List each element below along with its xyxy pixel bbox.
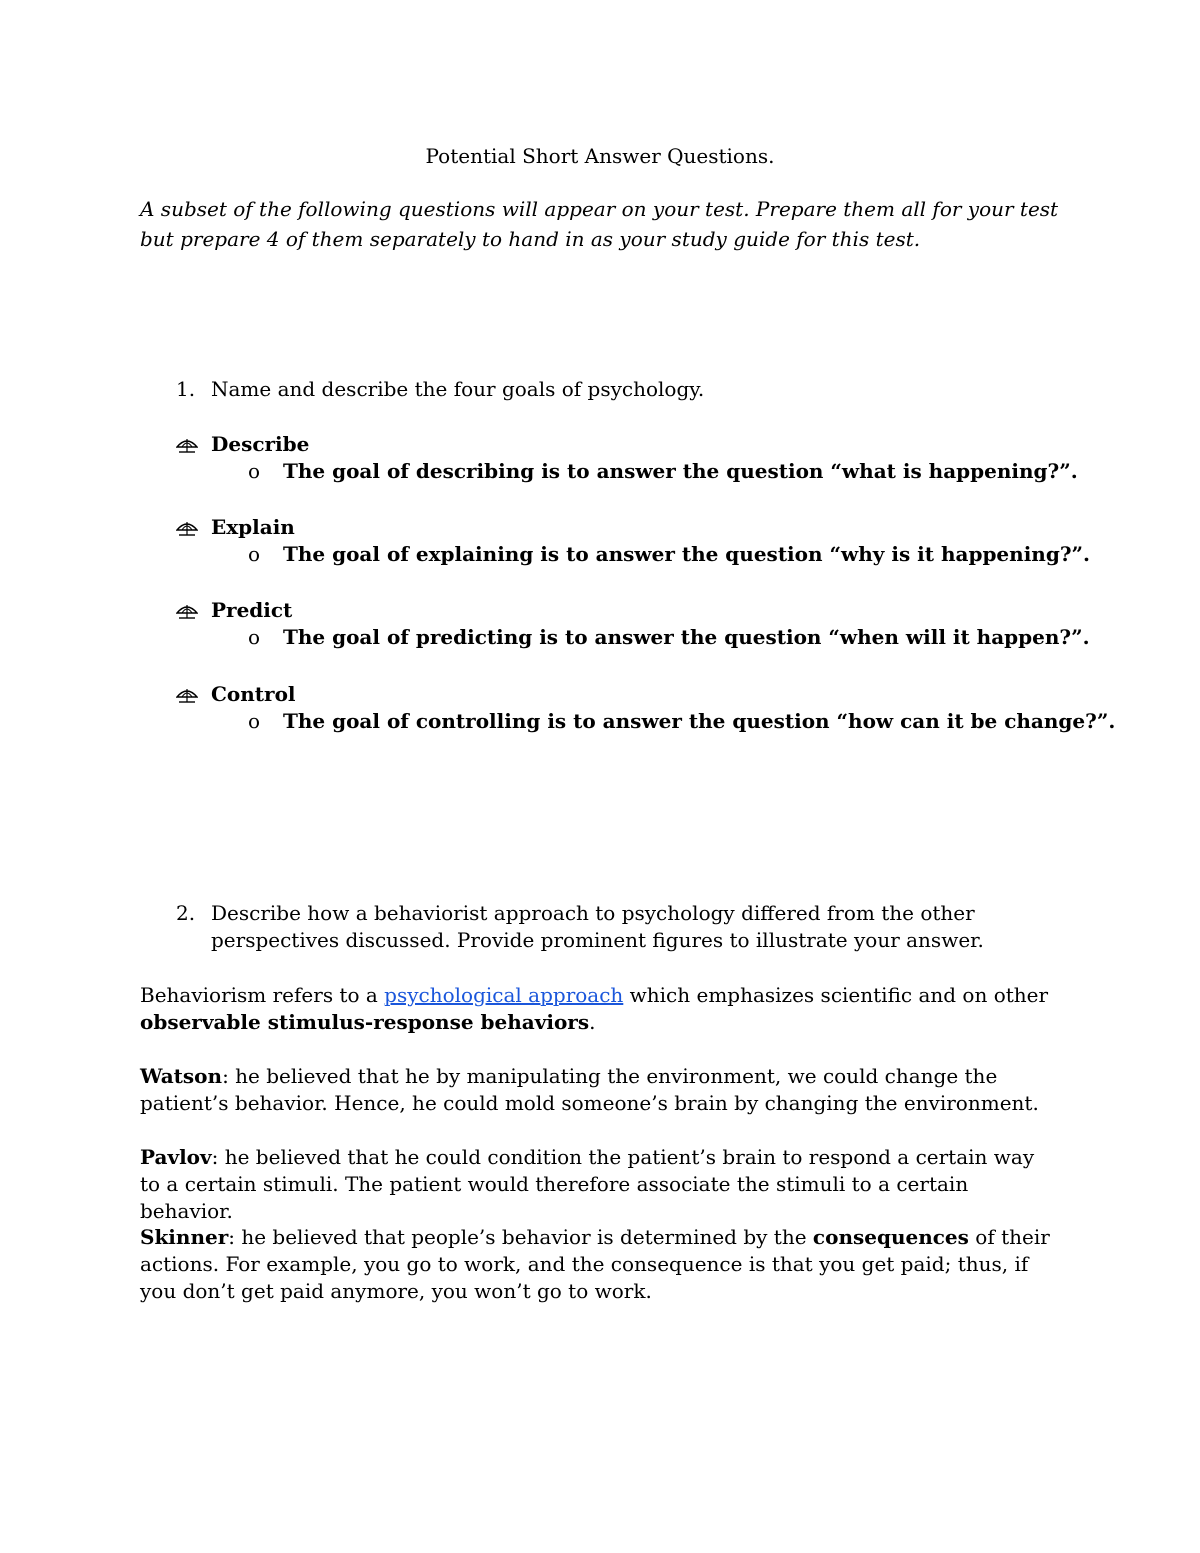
goal-description-text: The goal of controlling is to answer the question “how can it be change?”. — [283, 709, 1116, 733]
goal-label: Predict — [211, 598, 293, 622]
sub-bullet-marker: o — [248, 542, 261, 566]
behaviorism-text-end: . — [589, 1010, 596, 1034]
skinner-bold-term: consequences — [812, 1225, 969, 1249]
behaviorism-bold-term: observable stimulus-response behaviors — [140, 1010, 590, 1034]
behaviorism-text-middle: which emphasizes scientific and on other — [623, 983, 1049, 1007]
question-1-number: 1. — [176, 377, 196, 401]
watson-paragraph — [140, 1063, 1060, 1117]
goal-description-text: The goal of describing is to answer the question “what is happening?”. — [283, 459, 1078, 483]
skinner-paragraph — [140, 1224, 1060, 1305]
question-2-text: Describe how a behaviorist approach to psychology differed from the other perspectives discussed. Provide prominent figures to illustrate your answer. — [211, 901, 984, 952]
pavlov-description: : he believed that he could condition the patient’s brain to respond a certain way to a certain stimuli. The patient would therefore associate the stimuli to a certain behavior. — [140, 1145, 1035, 1223]
umbrella-icon — [176, 602, 198, 620]
watson-name: Watson — [140, 1064, 223, 1088]
sub-bullet-marker: o — [248, 709, 261, 733]
goal-label: Explain — [211, 515, 295, 539]
question-1-text: Name and describe the four goals of psychology. — [211, 377, 705, 401]
goal-label: Control — [211, 682, 296, 706]
skinner-description-start: : he believed that people’s behavior is determined by the — [228, 1225, 813, 1249]
goal-description-text: The goal of explaining is to answer the question “why is it happening?”. — [283, 542, 1091, 566]
pavlov-name: Pavlov — [140, 1145, 212, 1169]
umbrella-icon — [176, 519, 198, 537]
umbrella-icon — [176, 686, 198, 704]
psychological-approach-link[interactable]: psychological approach — [384, 983, 624, 1007]
skinner-name: Skinner — [140, 1225, 229, 1249]
sub-bullet-marker: o — [248, 625, 261, 649]
goal-description-text: The goal of predicting is to answer the question “when will it happen?”. — [283, 625, 1090, 649]
goal-label: Describe — [211, 432, 310, 456]
skinner-description-end: of their actions. For example, you go to work, and the consequence is that you get paid; thus, if you don’t get paid anymore, you won’t go to work. — [140, 1225, 1050, 1303]
intro-instructions: A subset of the following questions will appear on your test. Prepare them all for your test but prepare 4 of them separately to hand in as your study guide for this test. — [140, 197, 1059, 251]
question-2-number: 2. — [176, 901, 196, 925]
sub-bullet-marker: o — [248, 459, 261, 483]
umbrella-icon — [176, 436, 198, 454]
watson-description: : he believed that he by manipulating the environment, we could change the patient’s behavior. Hence, he could mold someone’s brain by changing the environment. — [140, 1064, 1039, 1115]
behaviorism-text-start: Behaviorism refers to a — [140, 983, 385, 1007]
pavlov-paragraph — [140, 1144, 1060, 1225]
behaviorism-paragraph — [140, 982, 1060, 1036]
document-title: Potential Short Answer Questions. — [425, 144, 775, 168]
